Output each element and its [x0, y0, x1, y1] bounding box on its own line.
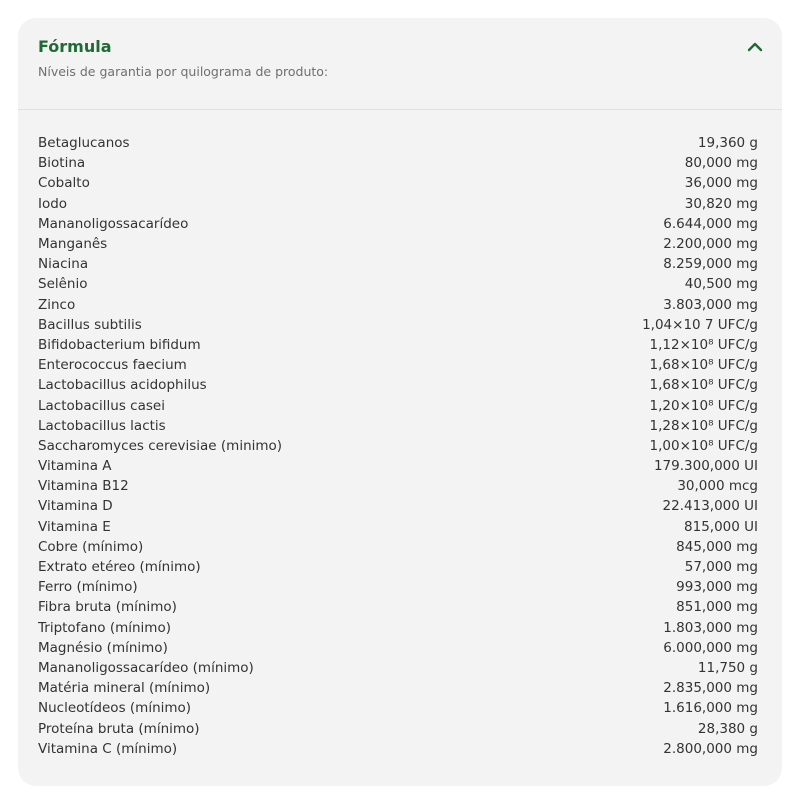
nutrient-value: 1,20×10⁸ UFC/g [649, 397, 758, 414]
nutrient-row [38, 476, 758, 496]
nutrient-value: 845,000 mg [676, 538, 758, 555]
nutrient-value: 1,68×10⁸ UFC/g [649, 377, 758, 394]
nutrient-value: 30,820 mg [684, 195, 758, 212]
nutrient-value: 57,000 mg [684, 559, 758, 576]
nutrient-name: Mananoligossacarídeo (mínimo) [38, 659, 254, 676]
nutrient-row [38, 436, 758, 456]
nutrient-row [38, 739, 758, 759]
nutrient-value: 11,750 g [697, 659, 758, 676]
nutrient-name: Iodo [38, 195, 68, 212]
nutrient-row [38, 638, 758, 658]
nutrient-name: Fibra bruta (mínimo) [38, 599, 177, 616]
nutrient-name: Manganês [38, 236, 108, 253]
nutrient-value: 19,360 g [697, 135, 758, 152]
panel-subtitle: Níveis de garantia por quilograma de produto: [38, 64, 329, 79]
chevron-up-icon [747, 41, 763, 53]
nutrient-name: Vitamina B12 [38, 478, 129, 495]
nutrient-value: 22.413,000 UI [662, 498, 758, 515]
nutrient-row [38, 456, 758, 476]
nutrient-name: Biotina [38, 155, 86, 172]
nutrient-name: Magnésio (mínimo) [38, 639, 168, 656]
nutrient-name: Ferro (mínimo) [38, 579, 138, 596]
nutrient-row [38, 315, 758, 335]
nutrient-row [38, 698, 758, 718]
nutrient-value: 1,12×10⁸ UFC/g [649, 336, 758, 353]
formula-panel [18, 18, 782, 786]
nutrient-name: Saccharomyces cerevisiae (minimo) [38, 437, 283, 454]
nutrient-name: Vitamina E [38, 518, 111, 535]
nutrient-name: Niacina [38, 256, 89, 273]
nutrient-value: 30,000 mcg [677, 478, 758, 495]
nutrient-name: Proteína bruta (mínimo) [38, 720, 200, 737]
nutrient-row [38, 214, 758, 234]
nutrient-name: Vitamina A [38, 458, 112, 475]
nutrient-row [38, 618, 758, 638]
nutrient-value: 2.200,000 mg [663, 236, 758, 253]
nutrient-row [38, 254, 758, 274]
nutrient-name: Zinco [38, 296, 76, 313]
nutrient-value: 1,68×10⁸ UFC/g [649, 357, 758, 374]
nutrient-row [38, 133, 758, 153]
nutrient-value: 1.803,000 mg [663, 619, 758, 636]
nutrient-row [38, 557, 758, 577]
nutrient-row [38, 173, 758, 193]
nutrient-name: Lactobacillus acidophilus [38, 377, 207, 394]
nutrient-name: Vitamina C (mínimo) [38, 740, 178, 757]
nutrient-row [38, 496, 758, 516]
nutrient-value: 40,500 mg [684, 276, 758, 293]
nutrient-row [38, 678, 758, 698]
nutrient-value: 8.259,000 mg [663, 256, 758, 273]
nutrient-value: 80,000 mg [684, 155, 758, 172]
nutrient-row [38, 517, 758, 537]
nutrient-name: Bifidobacterium bifidum [38, 336, 201, 353]
nutrient-name: Enterococcus faecium [38, 357, 187, 374]
nutrient-value: 28,380 g [697, 720, 758, 737]
nutrient-name: Lactobacillus lactis [38, 417, 166, 434]
nutrient-value: 179.300,000 UI [653, 458, 758, 475]
nutrient-value: 1,00×10⁸ UFC/g [649, 437, 758, 454]
nutrient-name: Lactobacillus casei [38, 397, 165, 414]
nutrient-row [38, 416, 758, 436]
collapse-button[interactable] [742, 34, 768, 60]
nutrient-value: 1,28×10⁸ UFC/g [649, 417, 758, 434]
nutrient-value: 1,04×10 7 UFC/g [642, 316, 758, 333]
nutrient-row [38, 577, 758, 597]
nutrient-row [38, 537, 758, 557]
nutrient-name: Selênio [38, 276, 88, 293]
nutrient-value: 993,000 mg [676, 579, 758, 596]
nutrient-value: 6.644,000 mg [663, 215, 758, 232]
nutrient-name: Extrato etéreo (mínimo) [38, 559, 201, 576]
nutrient-name: Cobalto [38, 175, 90, 192]
nutrient-row [38, 395, 758, 415]
nutrient-row [38, 295, 758, 315]
nutrient-row [38, 718, 758, 738]
nutrient-row [38, 274, 758, 294]
nutrient-row [38, 597, 758, 617]
nutrient-row [38, 335, 758, 355]
nutrient-list [38, 133, 758, 759]
nutrient-value: 36,000 mg [684, 175, 758, 192]
panel-title: Fórmula [38, 37, 112, 56]
nutrient-name: Vitamina D [38, 498, 113, 515]
nutrient-name: Nucleotídeos (mínimo) [38, 700, 192, 717]
nutrient-row [38, 153, 758, 173]
nutrient-name: Mananoligossacarídeo [38, 215, 189, 232]
nutrient-value: 6.000,000 mg [663, 639, 758, 656]
nutrient-row [38, 658, 758, 678]
nutrient-value: 851,000 mg [676, 599, 758, 616]
nutrient-row [38, 194, 758, 214]
nutrient-name: Cobre (mínimo) [38, 538, 144, 555]
nutrient-value: 2.800,000 mg [663, 740, 758, 757]
nutrient-name: Triptofano (mínimo) [38, 619, 171, 636]
panel-header[interactable] [18, 18, 782, 110]
nutrient-value: 3.803,000 mg [663, 296, 758, 313]
nutrient-name: Matéria mineral (mínimo) [38, 680, 211, 697]
nutrient-value: 815,000 UI [684, 518, 758, 535]
nutrient-value: 1.616,000 mg [663, 700, 758, 717]
nutrient-name: Bacillus subtilis [38, 316, 142, 333]
nutrient-value: 2.835,000 mg [663, 680, 758, 697]
nutrient-name: Betaglucanos [38, 135, 130, 152]
nutrient-row [38, 234, 758, 254]
nutrient-row [38, 375, 758, 395]
nutrient-row [38, 355, 758, 375]
